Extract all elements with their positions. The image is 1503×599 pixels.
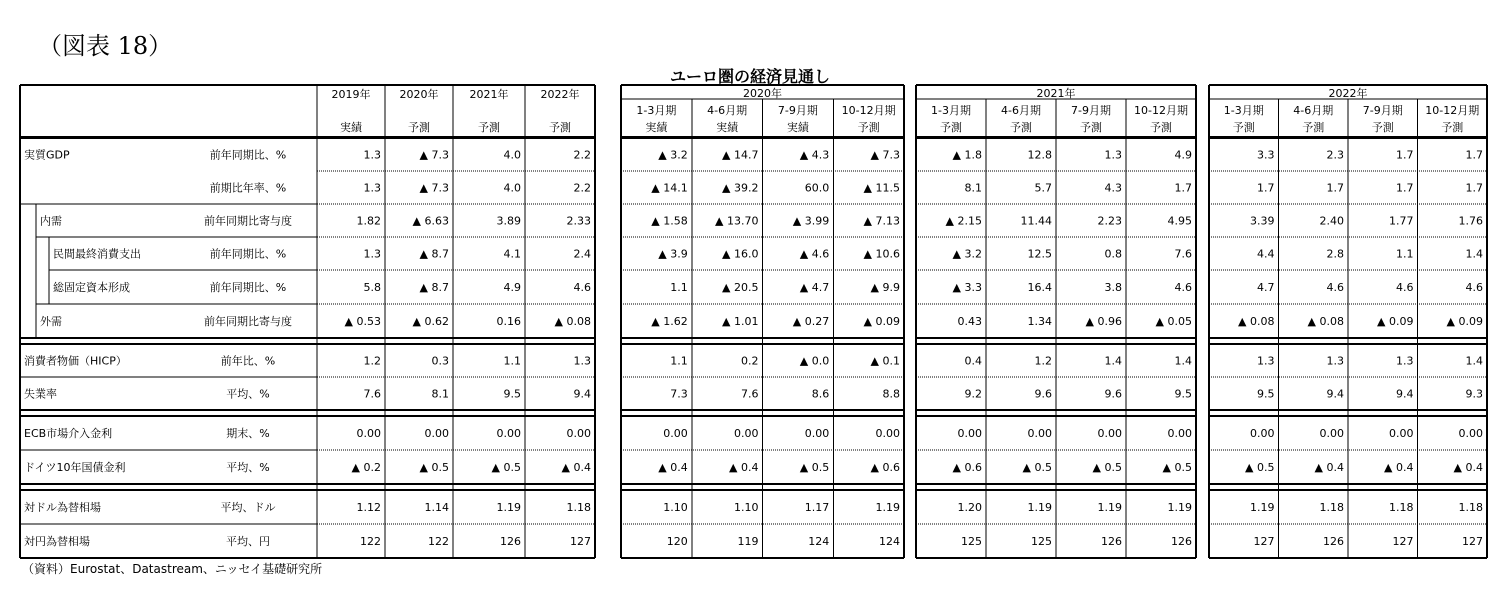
quarter-type-label: 予測 [1150,121,1172,134]
row-name: 民間最終消費支出 [53,247,141,261]
quarter-value: 4.6 [1465,281,1483,294]
quarter-value: ▲ 11.5 [863,181,900,195]
annual-value: 1.1 [503,354,521,368]
block-year-label: 2022年 [1328,87,1368,100]
annual-value: 0.3 [431,354,449,368]
annual-value: 1.3 [573,354,591,368]
row-name: 対円為替相場 [24,535,90,548]
quarter-value: 4.9 [1174,148,1192,162]
quarter-label: 4-6月期 [707,104,748,117]
annual-value: 0.00 [356,427,381,440]
annual-value: 1.3 [363,247,381,261]
quarter-value: 1.7 [1257,181,1275,195]
quarter-value: 1.20 [957,501,982,514]
quarter-value: ▲ 0.08 [1307,315,1344,328]
annual-value: ▲ 0.2 [351,461,381,474]
quarter-value: ▲ 39.2 [722,181,759,195]
quarter-value: 1.76 [1458,214,1483,228]
quarter-value: 119 [737,535,759,548]
row-unit: 前年同期比寄与度 [204,315,292,328]
quarter-value: 1.77 [1389,214,1414,228]
quarter-value: 1.18 [1389,501,1414,514]
block-year-label: 2020年 [743,87,782,100]
row-unit: 平均、% [226,387,270,401]
row-unit: 平均、円 [226,535,270,548]
annual-value: ▲ 7.3 [419,148,449,162]
quarter-type-label: 実績 [786,121,809,134]
annual-value: 4.1 [503,247,521,261]
quarter-value: 1.7 [1174,181,1192,195]
annual-value: 122 [428,535,449,548]
quarter-type-label: 予測 [1302,121,1325,134]
quarter-value: 0.00 [957,427,982,440]
annual-type-label: 実績 [340,121,362,134]
row-unit: 前年比、% [220,354,276,368]
quarter-value: ▲ 0.6 [870,461,900,474]
quarter-value: ▲ 3.9 [658,247,688,261]
annual-value: 0.00 [496,427,521,440]
quarter-label: 10-12月期 [1425,104,1480,117]
row-unit: 平均、ドル [220,501,276,514]
quarter-value: 4.4 [1257,247,1275,261]
quarter-value: 0.00 [1250,427,1275,440]
quarter-value: 9.6 [1104,387,1122,401]
quarter-value: ▲ 0.5 [1245,461,1275,474]
quarter-value: 16.4 [1027,281,1052,294]
quarter-value: 0.00 [663,427,688,440]
quarter-value: 9.5 [1257,387,1275,401]
quarter-type-label: 予測 [1232,121,1255,134]
quarter-value: 1.7 [1396,148,1414,162]
quarter-value: 12.8 [1027,148,1052,162]
quarter-value: 9.4 [1326,387,1344,401]
row-name: 実質GDP [24,148,70,162]
annual-value: 1.2 [363,354,381,368]
quarter-value: ▲ 3.2 [952,247,982,261]
quarter-label: 7-9月期 [1071,104,1111,117]
quarter-value: ▲ 4.6 [799,247,830,261]
quarter-value: 1.4 [1104,354,1122,368]
annual-value: 1.12 [356,501,381,514]
annual-value: 3.89 [496,214,521,228]
quarter-value: 1.2 [1034,354,1052,368]
quarter-value: 12.5 [1027,247,1052,261]
quarter-type-label: 実績 [645,121,668,134]
source-note: （資料）Eurostat、Datastream、ニッセイ基礎研究所 [22,562,323,576]
quarter-value: 1.4 [1465,247,1483,261]
quarter-value: 1.18 [1458,501,1483,514]
quarter-value: ▲ 4.7 [799,281,830,294]
row-name: ドイツ10年国債金利 [24,461,126,474]
quarter-label: 4-6月期 [1293,104,1334,117]
quarter-value: 3.8 [1104,281,1122,294]
quarter-value: 1.19 [1027,501,1052,514]
annual-value: 1.18 [566,501,591,514]
quarter-value: 1.7 [1465,148,1483,162]
quarter-label: 10-12月期 [1134,104,1188,117]
quarter-value: 0.00 [1097,427,1122,440]
row-name: 消費者物価（HICP） [24,354,127,368]
annual-value: 0.16 [496,315,521,328]
quarter-type-label: 実績 [716,121,739,134]
quarter-value: 2.23 [1097,214,1122,228]
annual-value: 2.2 [573,181,591,195]
annual-year-label: 2020年 [399,88,439,101]
quarter-value: 0.00 [875,427,900,440]
quarter-value: 8.6 [811,387,830,401]
quarter-value: 1.3 [1104,148,1122,162]
quarter-label: 1-3月期 [636,104,677,117]
quarter-value: 3.39 [1250,214,1275,228]
annual-value: ▲ 7.3 [419,181,449,195]
quarter-value: 1.17 [804,501,830,514]
quarter-value: 126 [1101,535,1122,548]
quarter-label: 1-3月期 [931,104,971,117]
annual-value: ▲ 8.7 [419,281,449,294]
quarter-value: ▲ 0.1 [870,354,900,368]
annual-type-label: 予測 [549,121,571,134]
quarter-value: ▲ 1.62 [651,315,688,328]
quarter-value: 124 [808,535,830,548]
quarter-type-label: 予測 [1080,121,1102,134]
quarter-value: ▲ 14.1 [651,181,688,195]
quarter-value: 1.3 [1326,354,1344,368]
row-name: 失業率 [24,387,57,401]
quarter-value: 7.6 [741,387,759,401]
annual-value: 1.3 [363,148,381,162]
quarter-value: ▲ 0.4 [1453,461,1483,474]
quarter-value: ▲ 0.0 [799,354,830,368]
quarter-value: ▲ 0.09 [1446,315,1483,328]
annual-value: 126 [500,535,521,548]
quarter-value: ▲ 1.01 [722,315,759,328]
quarter-value: ▲ 0.4 [729,461,759,474]
quarter-value: 1.1 [670,281,688,294]
row-unit: 期末、% [226,427,270,440]
block-year-label: 2021年 [1036,87,1076,100]
quarter-value: 0.00 [734,427,759,440]
quarter-value: ▲ 0.05 [1155,315,1192,328]
quarter-value: 125 [961,535,982,548]
quarter-value: 7.6 [1174,247,1192,261]
annual-value: 0.00 [566,427,591,440]
annual-value: ▲ 0.53 [344,315,381,328]
quarter-value: ▲ 0.5 [1162,461,1192,474]
quarter-value: 1.1 [670,354,688,368]
quarter-label: 7-9月期 [1362,104,1403,117]
quarter-value: 1.4 [1174,354,1192,368]
quarter-value: 9.4 [1396,387,1414,401]
annual-value: 9.5 [503,387,521,401]
quarter-value: ▲ 0.09 [863,315,900,328]
quarter-value: 9.3 [1465,387,1483,401]
quarter-value: ▲ 1.58 [651,214,688,228]
quarter-value: 8.8 [882,387,900,401]
quarter-value: 125 [1031,535,1052,548]
quarter-type-label: 予測 [940,121,962,134]
annual-value: 127 [570,535,591,548]
row-name: ECB市場介入金利 [24,427,113,440]
row-unit: 前年同期比、% [209,247,287,261]
quarter-value: 0.8 [1104,247,1122,261]
quarter-value: ▲ 0.5 [1022,461,1052,474]
quarter-value: 1.34 [1027,315,1052,328]
quarter-value: 9.5 [1174,387,1192,401]
row-unit: 前年同期比、% [209,281,287,294]
annual-value: 7.6 [363,387,381,401]
quarter-value: ▲ 0.09 [1377,315,1414,328]
quarter-value: 2.8 [1326,247,1344,261]
annual-value: 8.1 [431,387,449,401]
quarter-value: 3.3 [1257,148,1275,162]
annual-value: 4.0 [503,181,521,195]
quarter-value: 1.19 [1250,501,1275,514]
annual-year-label: 2019年 [331,88,371,101]
quarter-label: 4-6月期 [1001,104,1041,117]
annual-value: 5.8 [363,281,381,294]
row-unit: 前年同期比、% [209,148,287,162]
quarter-value: 1.7 [1396,181,1414,195]
row-name: 外需 [40,315,62,328]
quarter-value: 1.18 [1319,501,1344,514]
quarter-value: 4.6 [1396,281,1414,294]
quarter-value: 127 [1392,535,1414,548]
quarter-type-label: 予測 [1371,121,1394,134]
row-unit: 前年同期比寄与度 [204,214,292,228]
quarter-label: 7-9月期 [777,104,818,117]
annual-value: 4.6 [573,281,591,294]
quarter-value: 0.00 [1167,427,1192,440]
quarter-value: ▲ 20.5 [722,281,759,294]
row-unit: 前期比年率、% [209,181,287,195]
quarter-label: 1-3月期 [1223,104,1264,117]
quarter-value: 1.1 [1396,247,1414,261]
annual-value: ▲ 0.62 [412,315,449,328]
table-title: ユーロ圏の経済見通し [669,67,830,86]
quarter-value: 4.95 [1167,214,1192,228]
annual-value: 4.0 [503,148,521,162]
quarter-value: 4.6 [1174,281,1192,294]
quarter-value: ▲ 1.8 [952,148,982,162]
quarter-value: 7.3 [670,387,688,401]
quarter-type-label: 予測 [857,121,880,134]
quarter-value: 0.4 [964,354,982,368]
quarter-value: 0.43 [957,315,982,328]
quarter-value: 8.1 [964,181,982,195]
annual-value: 9.4 [573,387,591,401]
quarter-value: ▲ 14.7 [722,148,759,162]
quarter-value: 1.10 [663,501,688,514]
quarter-value: 1.10 [734,501,759,514]
quarter-value: ▲ 16.0 [722,247,759,261]
quarter-value: 2.3 [1326,148,1344,162]
annual-value: ▲ 6.63 [412,214,449,228]
quarter-value: 2.40 [1319,214,1344,228]
quarter-value: 0.00 [1389,427,1414,440]
quarter-value: 4.6 [1326,281,1344,294]
quarter-value: 1.19 [875,501,900,514]
quarter-value: ▲ 13.70 [715,214,759,228]
quarter-value: ▲ 0.5 [1092,461,1122,474]
annual-value: ▲ 0.5 [419,461,449,474]
quarter-value: 126 [1323,535,1344,548]
quarter-value: 0.2 [741,354,759,368]
quarter-type-label: 予測 [1441,121,1464,134]
quarter-value: ▲ 0.4 [658,461,688,474]
annual-value: 1.82 [356,214,381,228]
annual-value: 0.00 [424,427,449,440]
quarter-label: 10-12月期 [841,104,896,117]
quarter-value: 1.3 [1396,354,1414,368]
quarter-value: 127 [1253,535,1275,548]
quarter-value: ▲ 3.2 [658,148,688,162]
annual-value: 4.9 [503,281,521,294]
quarter-value: ▲ 0.5 [799,461,830,474]
quarter-value: 1.7 [1465,181,1483,195]
quarter-value: ▲ 3.3 [952,281,982,294]
annual-value: ▲ 0.08 [554,315,591,328]
quarter-value: 1.3 [1257,354,1275,368]
quarter-value: ▲ 0.08 [1238,315,1275,328]
annual-value: 2.2 [573,148,591,162]
quarter-value: 127 [1462,535,1483,548]
quarter-value: ▲ 10.6 [863,247,900,261]
quarter-value: 9.6 [1034,387,1052,401]
quarter-value: 0.00 [1458,427,1483,440]
quarter-value: ▲ 7.13 [863,214,900,228]
annual-value: 2.4 [573,247,591,261]
quarter-value: ▲ 0.96 [1085,315,1122,328]
quarter-value: 11.44 [1020,214,1052,228]
row-name: 内需 [40,214,62,228]
quarter-value: 0.00 [804,427,830,440]
quarter-value: 9.2 [964,387,982,401]
quarter-value: ▲ 0.4 [1384,461,1414,474]
quarter-value: 1.7 [1326,181,1344,195]
quarter-value: 126 [1171,535,1192,548]
quarter-value: 124 [879,535,900,548]
quarter-value: ▲ 0.4 [1314,461,1344,474]
annual-value: 2.33 [566,214,591,228]
annual-value: 122 [360,535,381,548]
row-name: 対ドル為替相場 [24,501,101,514]
quarter-value: 0.00 [1319,427,1344,440]
annual-year-label: 2022年 [540,88,580,101]
quarter-type-label: 予測 [1010,121,1032,134]
quarter-value: ▲ 4.3 [799,148,830,162]
quarter-value: ▲ 2.15 [945,214,982,228]
quarter-value: ▲ 0.6 [952,461,982,474]
annual-value: 1.3 [363,181,381,195]
quarter-value: 0.00 [1027,427,1052,440]
annual-type-label: 予測 [408,121,430,134]
row-name: 総固定資本形成 [53,281,130,294]
annual-value: 1.14 [424,501,449,514]
annual-year-label: 2021年 [469,88,509,101]
quarter-value: 1.4 [1465,354,1483,368]
row-unit: 平均、% [226,461,270,474]
quarter-value: ▲ 7.3 [870,148,900,162]
quarter-value: ▲ 3.99 [792,214,830,228]
annual-value: ▲ 0.5 [491,461,521,474]
quarter-value: ▲ 0.27 [792,315,830,328]
quarter-value: 5.7 [1034,181,1052,195]
quarter-value: 1.19 [1097,501,1122,514]
annual-value: ▲ 8.7 [419,247,449,261]
quarter-value: ▲ 9.9 [870,281,900,294]
annual-type-label: 予測 [478,121,500,134]
quarter-value: 4.3 [1104,181,1122,195]
annual-value: ▲ 0.4 [561,461,591,474]
annual-value: 1.19 [496,501,521,514]
quarter-value: 120 [666,535,688,548]
quarter-value: 1.19 [1167,501,1192,514]
figure-label: （図表 18） [38,32,173,60]
quarter-value: 4.7 [1257,281,1275,294]
quarter-value: 60.0 [804,181,830,195]
